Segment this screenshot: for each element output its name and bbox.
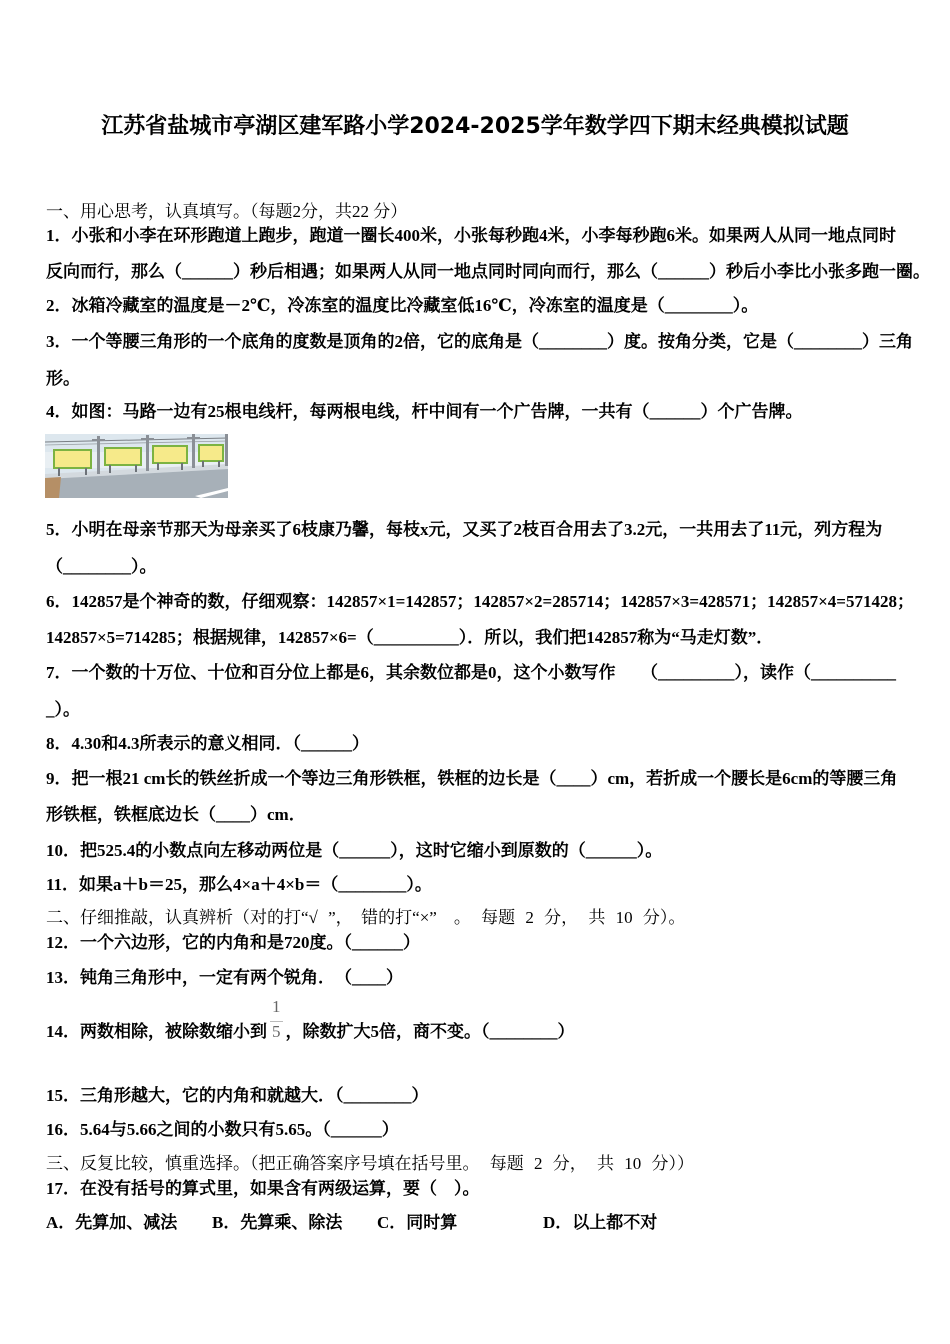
- fraction-one-fifth: [270, 996, 283, 1042]
- question-14-line-1: [46, 996, 575, 1042]
- section-2-header: 二、仔细推敲，认真辨析（对的打“√ ”， 错的打“×” 。 每题 2 分， 共 10 分）。: [46, 908, 686, 927]
- question-14-text-before: 14．两数相除，被除数缩小到: [46, 1022, 267, 1041]
- question-4-line-1: 4．如图：马路一边有25根电线杆，每两根电线，杆中间有一个广告牌，一共有（______）个广告牌。: [46, 402, 803, 421]
- road-poles-billboards-figure: [45, 434, 228, 498]
- billboard-leg: [135, 465, 137, 472]
- billboard: [153, 446, 187, 463]
- roadside-ground: [45, 477, 61, 498]
- billboard-leg: [181, 463, 183, 470]
- question-1-line-1: 1．小张和小李在环形跑道上跑步，跑道一圈长400米，小张每秒跑4米，小李每秒跑6米。如果两人从同一地点同时: [46, 226, 896, 245]
- billboard-leg: [157, 463, 159, 470]
- section-1-header: 一、用心思考，认真填写。（每题2分，共22 分）: [46, 202, 408, 221]
- billboard-leg: [85, 468, 87, 475]
- question-7-line-1: 7．一个数的十万位、十位和百分位上都是6，其余数位都是0，这个小数写作 （_________），读作（__________: [46, 663, 896, 682]
- question-12-line-1: 12．一个六边形，它的内角和是720度。（______）: [46, 933, 420, 952]
- question-2-line-1: 2．冰箱冷藏室的温度是－2℃，冷冻室的温度比冷藏室低16℃，冷冻室的温度是（________）。: [46, 296, 759, 315]
- option-b: B．先算乘、除法: [212, 1213, 343, 1232]
- question-10-line-1: 10．把525.4的小数点向左移动两位是（______），这时它缩小到原数的（______）。: [46, 841, 663, 860]
- utility-pole: [97, 436, 100, 474]
- question-15-line-1: 15．三角形越大，它的内角和就越大．（________）: [46, 1086, 429, 1105]
- question-17-options: [46, 1213, 906, 1233]
- question-13-line-1: 13．钝角三角形中，一定有两个锐角． （____）: [46, 968, 403, 987]
- exam-title: 江苏省盐城市亭湖区建军路小学2024-2025学年数学四下期末经典模拟试题: [101, 114, 849, 139]
- question-16-line-1: 16．5.64与5.66之间的小数只有5.65。（______）: [46, 1120, 399, 1139]
- question-11-line-1: 11．如果a＋b＝25，那么4×a＋4×b＝（________）。: [46, 875, 432, 894]
- billboard: [54, 450, 91, 468]
- question-3-line-2: 形。: [46, 369, 80, 388]
- question-6-line-1: 6．142857是个神奇的数，仔细观察：142857×1=142857；142857×2=285714；142857×3=428571；142857×4=571428；: [46, 592, 914, 611]
- question-17-stem: 17．在没有括号的算式里，如果含有两级运算，要（ ）。: [46, 1179, 480, 1198]
- utility-pole: [146, 435, 149, 471]
- question-6-line-2: 142857×5=714285；根据规律，142857×6=（__________）．所以，我们把142857称为“马走灯数”．: [46, 628, 774, 647]
- utility-pole: [192, 434, 195, 468]
- billboard-leg: [202, 461, 204, 467]
- utility-pole-crossarm: [187, 437, 200, 439]
- question-7-line-2: _）。: [46, 700, 80, 719]
- fraction-denominator: 5: [272, 1022, 281, 1041]
- option-a: A．先算加、减法: [46, 1213, 178, 1232]
- billboard: [199, 445, 223, 461]
- section-3-header: 三、反复比较，慎重选择。（把正确答案序号填在括号里。 每题 2 分， 共 10 分））: [46, 1154, 694, 1173]
- question-14-text-after: ，除数扩大5倍，商不变。（________）: [285, 1022, 575, 1041]
- question-3-line-1: 3．一个等腰三角形的一个底角的度数是顶角的2倍，它的底角是（________）度。按角分类，它是（________）三角: [46, 332, 913, 351]
- option-d: D．以上都不对: [543, 1213, 658, 1232]
- billboard-leg: [58, 468, 60, 476]
- question-8-line-1: 8．4.30和4.3所表示的意义相同．（______）: [46, 734, 369, 753]
- billboard-leg: [218, 461, 220, 467]
- question-9-line-1: 9．把一根21 cm长的铁丝折成一个等边三角形铁框，铁框的边长是（____）cm，若折成一个腰长是6cm的等腰三角: [46, 769, 898, 788]
- billboard-leg: [109, 465, 111, 473]
- utility-pole-crossarm: [92, 439, 105, 441]
- question-5-line-1: 5．小明在母亲节那天为母亲买了6枝康乃馨，每枝x元，又买了2枝百合用去了3.2元，一共用去了11元，列方程为: [46, 520, 883, 539]
- fraction-numerator: 1: [270, 996, 283, 1022]
- utility-pole-crossarm: [141, 438, 154, 440]
- billboard: [105, 448, 141, 465]
- question-9-line-2: 形铁框，铁框底边长（____）cm．: [46, 805, 306, 824]
- question-5-line-2: （________）。: [46, 557, 157, 576]
- option-c: C．同时算: [377, 1213, 458, 1232]
- utility-pole: [225, 434, 228, 466]
- question-1-line-2: 反向而行，那么（______）秒后相遇；如果两人从同一地点同时同向而行，那么（______）秒后小李比小张多跑一圈。: [46, 262, 930, 281]
